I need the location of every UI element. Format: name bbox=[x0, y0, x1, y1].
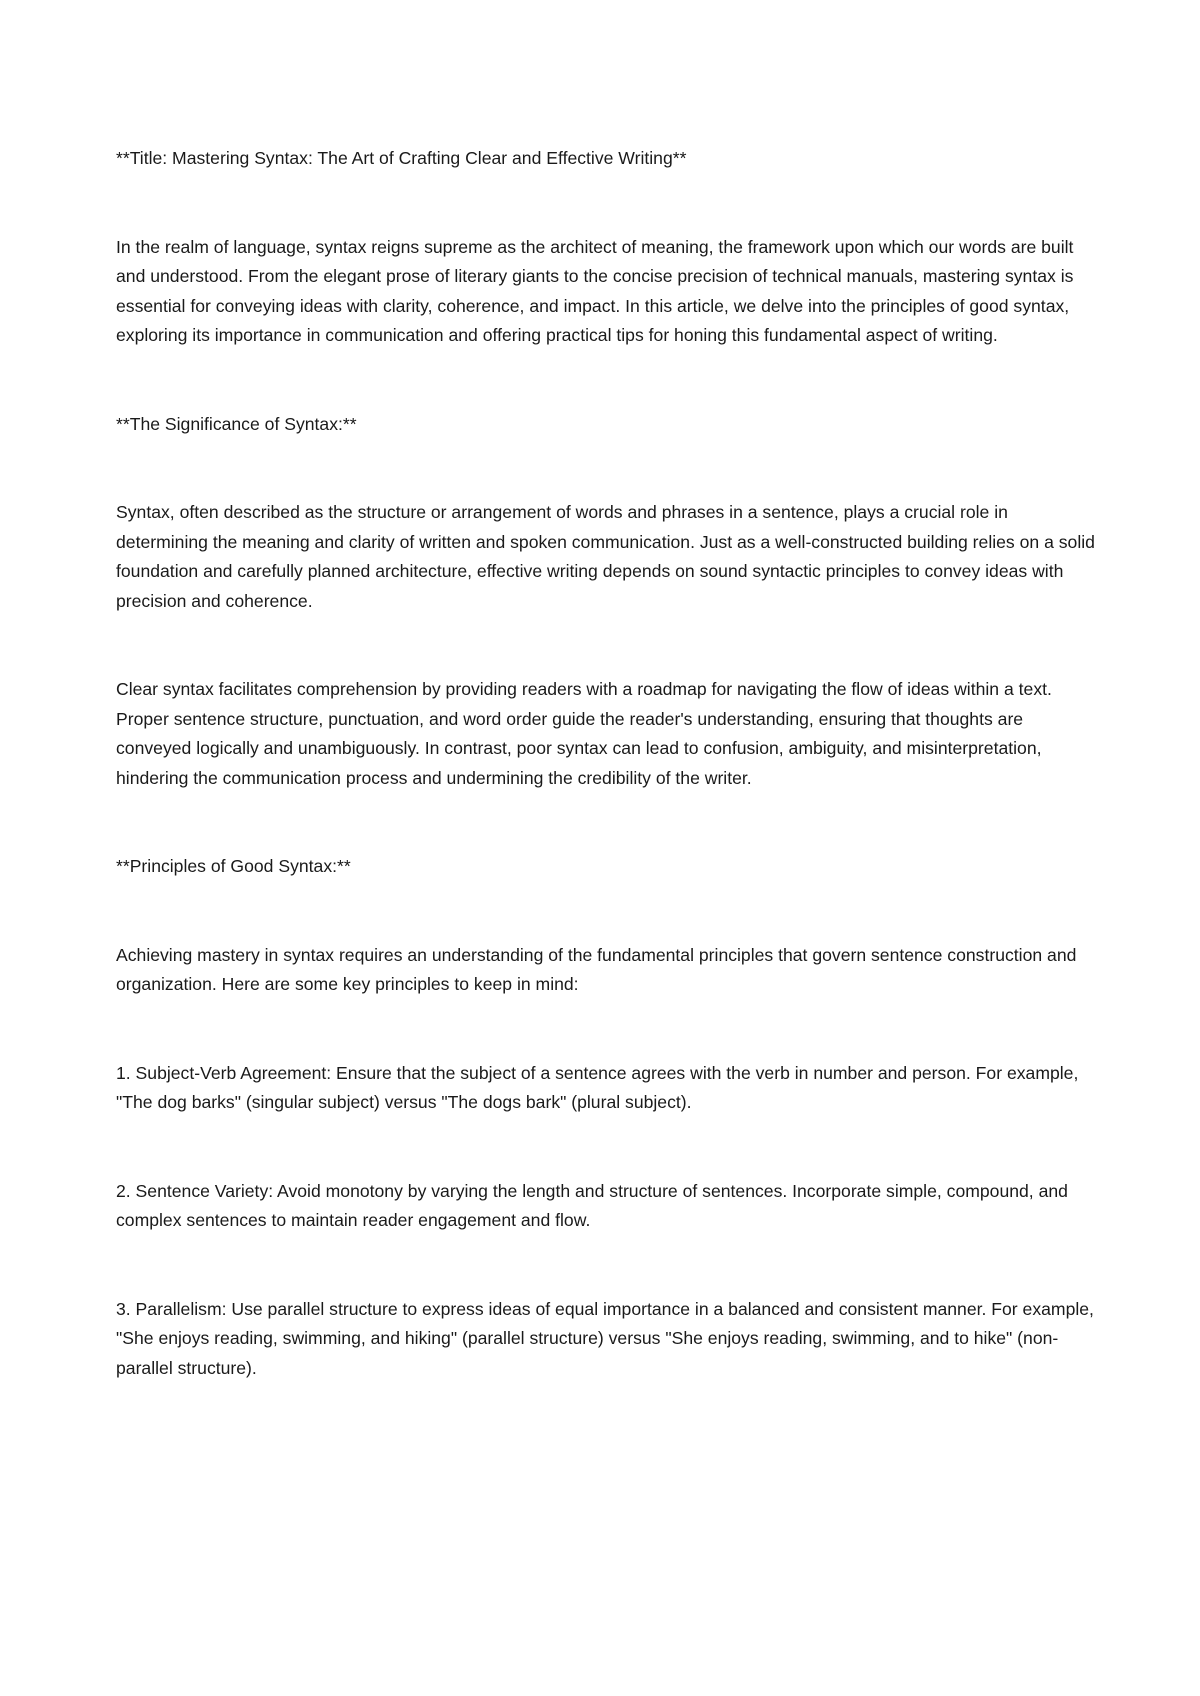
significance-paragraph-2: Clear syntax facilitates comprehension by providing readers with a roadmap for navigating the flow of ideas within a text. Proper sentence structure, punctuation, and word order guide the reader's understanding, ensuring that thoughts are conveyed logically and unambiguously. In contrast, poor syntax can lead to confusion, ambiguity, and misinterpretation, hindering the communication process and undermining the credibility of the writer. bbox=[116, 679, 1052, 788]
principles-intro-paragraph: Achieving mastery in syntax requires an understanding of the fundamental principles that govern sentence construction and organization. Here are some key principles to keep in mind: bbox=[116, 944, 1077, 994]
principle-item-2: 2. Sentence Variety: Avoid monotony by varying the length and structure of sentences. Incorporate simple, compound, and complex sentences to maintain reader engagement and flow. bbox=[116, 1180, 1068, 1230]
document-body bbox=[116, 144, 1096, 1383]
significance-heading: **The Significance of Syntax:** bbox=[116, 413, 357, 434]
document-title: **Title: Mastering Syntax: The Art of Crafting Clear and Effective Writing** bbox=[116, 148, 687, 168]
principles-heading: **Principles of Good Syntax:** bbox=[116, 856, 351, 876]
principle-item-3: 3. Parallelism: Use parallel structure to express ideas of equal importance in a balanced and consistent manner. For example, "She enjoys reading, swimming, and hiking" (parallel structure) versus "She enjoys reading, swimming, and to hike" (non-parallel structure). bbox=[116, 1298, 1094, 1378]
significance-paragraph-1: Syntax, often described as the structure or arrangement of words and phrases in a sentence, plays a crucial role in determining the meaning and clarity of written and spoken communication. Just as a well-constructed building relies on a solid foundation and carefully planned architecture, effective writing depends on sound syntactic principles to convey ideas with precision and coherence. bbox=[116, 502, 1095, 611]
intro-paragraph: In the realm of language, syntax reigns supreme as the architect of meaning, the framework upon which our words are built and understood. From the elegant prose of literary giants to the concise precision of technical manuals, mastering syntax is essential for conveying ideas with clarity, coherence, and impact. In this article, we delve into the principles of good syntax, exploring its importance in communication and offering practical tips for honing this fundamental aspect of writing. bbox=[116, 236, 1074, 345]
principle-item-1: 1. Subject-Verb Agreement: Ensure that the subject of a sentence agrees with the verb in number and person. For example, "The dog barks" (singular subject) versus "The dogs bark" (plural subject). bbox=[116, 1062, 1079, 1112]
